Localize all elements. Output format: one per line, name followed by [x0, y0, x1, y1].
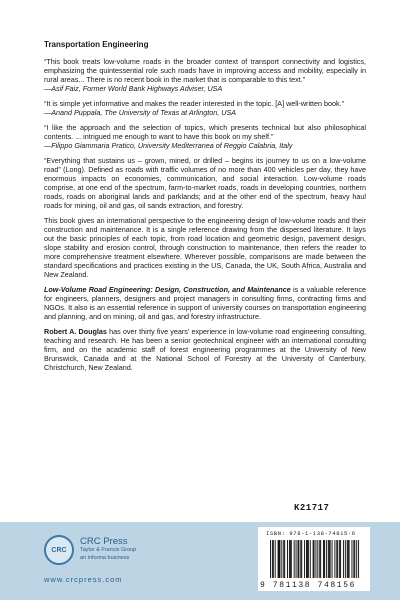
quote-text: “I like the approach and the selection of topics, which presents technical but also philosophical contents. ... intrigued me enough to want to have this book on my shelf.” — [44, 123, 366, 141]
author-bio: has over thirty five years' experience in low-volume road engineering consulting, teaching and research. He has been a senior geotechnical engineer with an international consulting firm, and on the academic staff of forest engineering programmes at the University of New Brunswick, Canada and at the National School of Forestry at the University of Canterbury, Christchurch, New Zealand. — [44, 327, 366, 372]
quote-attribution: —Asif Faiz, Former World Bank Highways Adviser, USA — [44, 84, 223, 93]
back-cover-text — [44, 40, 366, 378]
quote-attribution: —Anand Puppala, The University of Texas at Arlington, USA — [44, 108, 237, 117]
quote-text: “It is simple yet informative and makes the reader interested in the topic. [A] well-written book.” — [44, 99, 345, 108]
audience-text: is a valuable reference for engineers, planners, designers and project managers in consulting firms, contracting firms and NGOs. It also is an essential reference in support of university courses on transportation engineering and planning, and on mining, oil and gas, and forestry infrastructure. — [44, 285, 366, 321]
audience-paragraph — [44, 285, 366, 321]
isbn-label: ISBN: 978-1-138-74815-6 — [266, 530, 356, 537]
crc-logo-icon: CRC — [44, 535, 74, 565]
author-name: Robert A. Douglas — [44, 327, 107, 336]
barcode-number: 9 781138 748156 — [260, 581, 357, 590]
description-paragraph: This book gives an international perspective to the engineering design of low-volume roads and their construction and maintenance. It is a single reference drawing from the dispersed literature. It lays out the basic principles of each topic, from road location and geometric design, pavement design, slope stability and erosion control, through construction to maintenance, then refers the reader to more comprehensive treatment elsewhere. Wherever possible, comparisons are made between the standard specifications and practices existing in the US, Canada, the UK, South Africa, Australia and New Zealand. — [44, 216, 366, 279]
publisher-website[interactable]: www.crcpress.com — [44, 575, 123, 584]
quote-text: “This book treats low-volume roads in the broader context of transport connectivity and logistics, emphasizing the quintessential role such roads have in improving access and mobility, especially in rural areas... There is no recent book in the market that is comparable to this text.” — [44, 57, 366, 84]
publisher-group: Taylor & Francis Group — [80, 547, 137, 553]
publisher-tagline: an informa business — [80, 555, 130, 561]
barcode-bars — [270, 539, 360, 579]
quote-attribution: —Filippo Giammaria Pratico, University Mediterranea of Reggio Calabria, Italy — [44, 141, 293, 150]
section-title: Transportation Engineering — [44, 40, 149, 49]
endorsement-quote — [44, 123, 366, 150]
publisher-name: CRC Press — [80, 536, 128, 547]
author-paragraph — [44, 327, 366, 372]
product-code: K21717 — [294, 503, 330, 513]
publisher-logo — [44, 531, 166, 569]
book-title: Low-Volume Road Engineering: Design, Construction, and Maintenance — [44, 285, 291, 294]
publisher-text — [80, 538, 136, 562]
barcode — [258, 527, 370, 591]
endorsement-quote — [44, 99, 366, 117]
description-paragraph: “Everything that sustains us – grown, mined, or drilled – begins its journey to us on a low-volume road” (Long). Defined as roads with traffic volumes of no more than 400 vehicles per day, they have enormous impacts on economies, communication, and social interaction. Low-volume roads comprise, at one end of the spectrum, farm-to-market roads, roads in developing countries, northern roads, roads on aboriginal lands and parklands; and at the other end of the spectrum, heavy haul roads for mining, oil and gas, oil sands extraction, and forestry. — [44, 156, 366, 210]
endorsement-quote — [44, 57, 366, 93]
